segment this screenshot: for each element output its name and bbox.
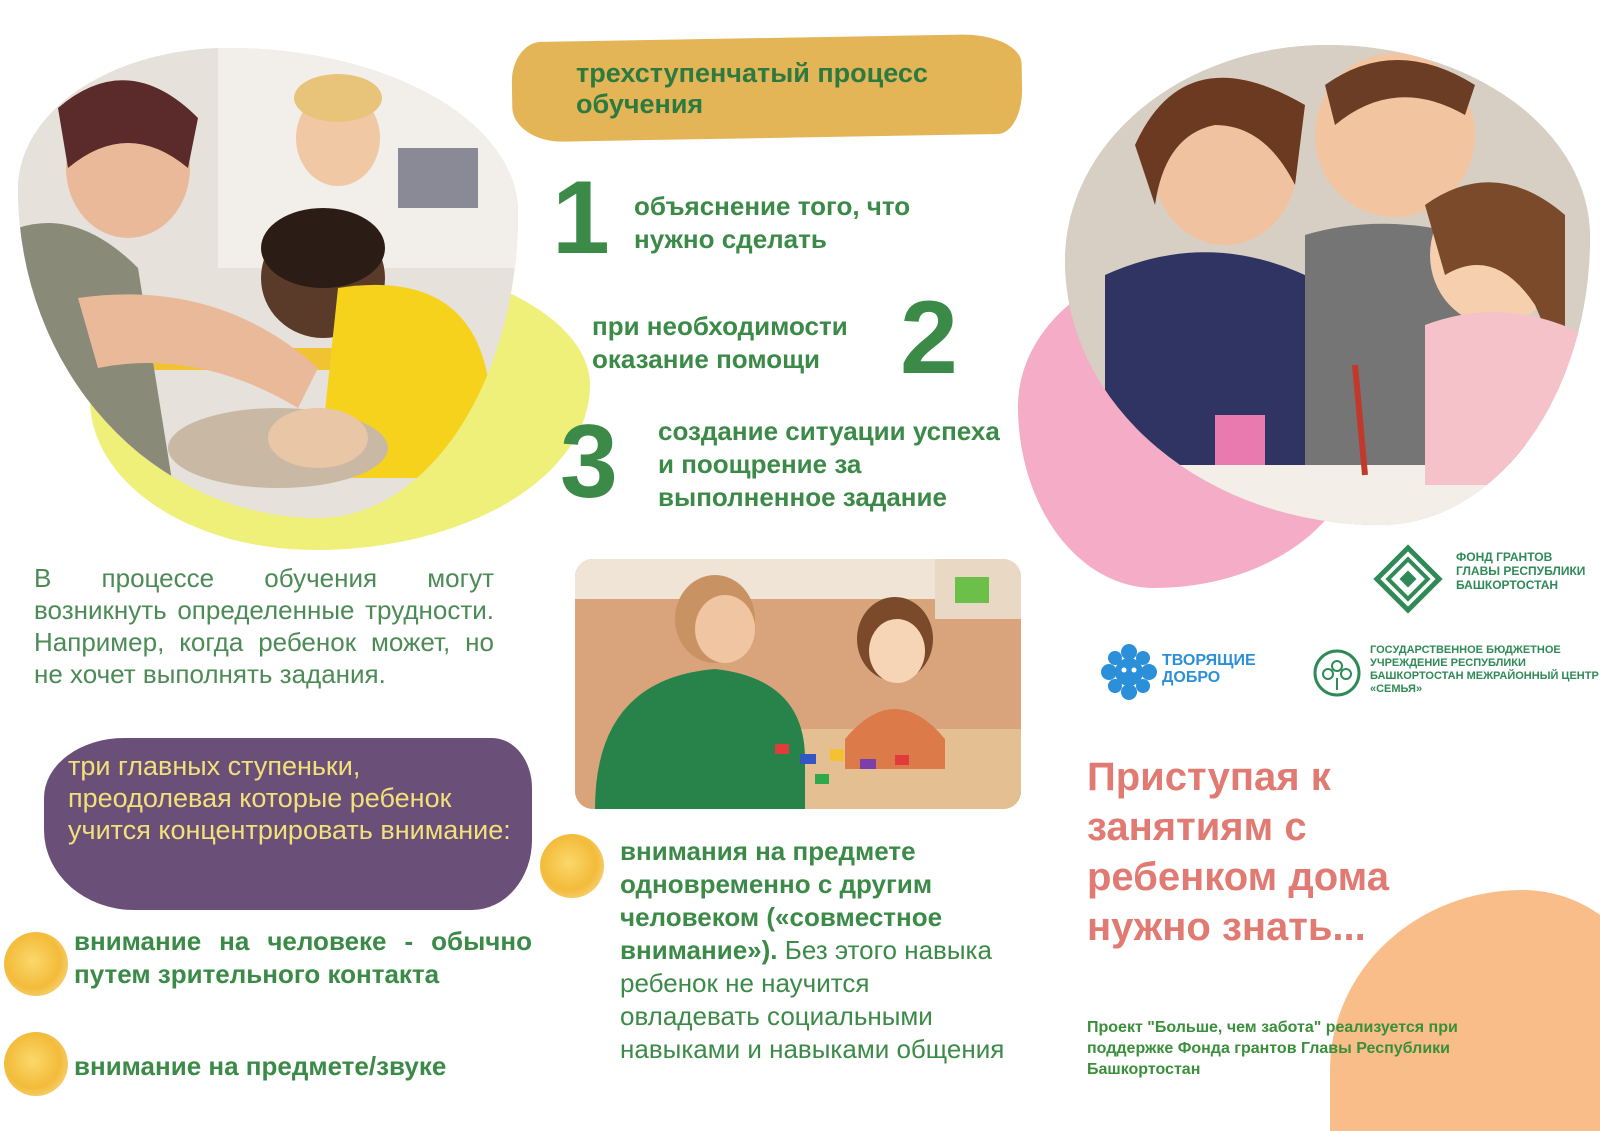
step-1-number: 1 — [552, 160, 610, 276]
sun-splash-icon — [4, 1032, 68, 1096]
tvoryashchie-logo-label: ТВОРЯЩИЕ ДОБРО — [1162, 652, 1256, 686]
shapes-game-illustration — [575, 559, 1021, 809]
joint-attention-text — [620, 835, 1010, 1066]
fund-logo-label: ФОНД ГРАНТОВ ГЛАВЫ РЕСПУБЛИКИ БАШКОРТОСТАН — [1456, 550, 1586, 592]
step-1-text: объяснение того, что нужно сделать — [634, 191, 911, 254]
project-footer: Проект "Больше, чем забота" реализуется при поддержке Фонда грантов Главы Республики Башкортостан — [1087, 1019, 1458, 1078]
fund-logo-icon — [1370, 541, 1446, 617]
photo-woman-and-girl — [575, 559, 1021, 809]
joint-attention-bold: внимания на предмете одновременно с другим человеком («совместное внимание»). — [620, 836, 943, 965]
step-3-text: создание ситуации успеха и поощрение за выполненное задание — [658, 416, 1000, 512]
bullet-attention-object: внимание на предмете/звуке — [74, 1051, 447, 1081]
center-semya-logo-label: ГОСУДАРСТВЕННОЕ БЮДЖЕТНОЕ УЧРЕЖДЕНИЕ РЕСПУБЛИКИ БАШКОРТОСТАН МЕЖРАЙОННЫЙ ЦЕНТР «СЕМЬЯ» — [1370, 644, 1599, 695]
photo-teacher-and-boy — [18, 48, 518, 518]
center-semya-logo-icon — [1312, 648, 1362, 698]
step-2-text: при необходимости оказание помощи — [592, 311, 848, 374]
intro-paragraph: В процессе обучения могут возникнуть определенные трудности. Например, когда ребенок может, но не хочет выполнять задания. — [34, 563, 494, 689]
page-title: трехступенчатый процесс обучения — [576, 58, 928, 119]
sun-splash-icon — [4, 932, 68, 996]
sun-splash-icon — [540, 834, 604, 898]
tvoryashchie-logo-icon — [1100, 643, 1158, 701]
step-2-number: 2 — [900, 280, 958, 396]
step-3-number: 3 — [560, 404, 618, 520]
headline: Приступая к занятиям с ребенком дома нужно знать... — [1087, 755, 1389, 949]
three-steps-text: три главных ступеньки, преодолевая которые ребенок учится концентрировать внимание: — [68, 751, 511, 845]
bullet-attention-person: внимание на человеке - обычно путем зрительного контакта — [74, 926, 532, 989]
teacher-boy-illustration — [18, 48, 518, 518]
joint-attention-regular: Без этого навыка ребенок не научится овладевать социальными навыками и навыками общения — [620, 935, 1005, 1064]
